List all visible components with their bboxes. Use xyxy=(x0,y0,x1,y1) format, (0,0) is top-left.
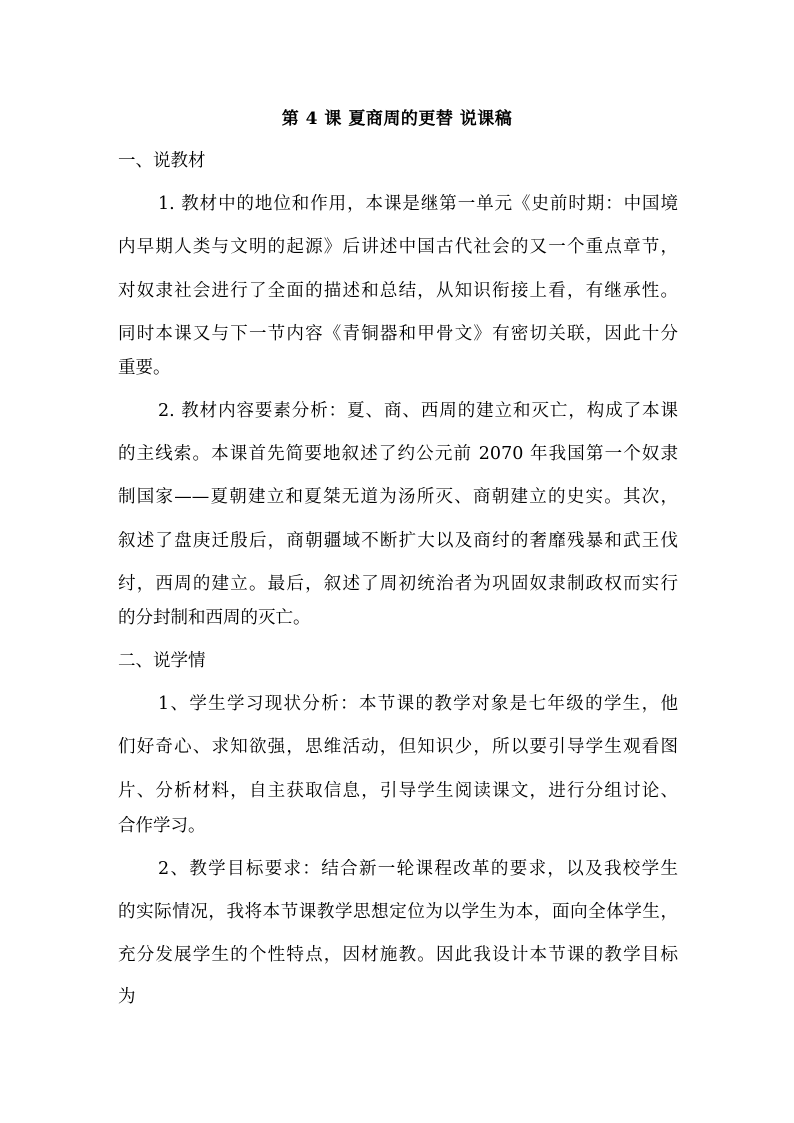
paragraph-line: 对奴隶社会进行了全面的描述和总结，从知识衔接上看，有继承性。 xyxy=(118,281,678,301)
section-heading-students: 二、说学情 xyxy=(118,651,206,671)
paragraph-line: 叙述了盘庚迁殷后，商朝疆域不断扩大以及商纣的奢靡残暴和武王伐 xyxy=(118,531,678,551)
paragraph-line: 们好奇心、求知欲强，思维活动，但知识少，所以要引导学生观看图 xyxy=(118,737,678,757)
paragraph-line: 的分封制和西周的灭亡。 xyxy=(118,608,311,628)
paragraph-line: 的实际情况，我将本节课教学思想定位为以学生为本，面向全体学生， xyxy=(118,902,678,922)
paragraph-line: 1. 教材中的地位和作用，本课是继第一单元《史前时期：中国境 xyxy=(158,194,678,214)
paragraph-line: 片、分析材料，自主获取信息，引导学生阅读课文，进行分组讨论、 xyxy=(118,781,678,801)
paragraph-line: 同时本课又与下一节内容《青铜器和甲骨文》有密切关联，因此十分 xyxy=(118,324,678,344)
paragraph-line: 的主线索。本课首先简要地叙述了约公元前 2070 年我国第一个奴隶 xyxy=(118,444,678,464)
paragraph-line: 纣，西周的建立。最后，叙述了周初统治者为巩固奴隶制政权而实行 xyxy=(118,574,678,594)
paragraph-line: 合作学习。 xyxy=(118,816,206,836)
paragraph-line: 1、学生学习现状分析：本节课的教学对象是七年级的学生，他 xyxy=(158,694,678,714)
paragraph-line: 2、教学目标要求：结合新一轮课程改革的要求，以及我校学生 xyxy=(158,859,678,879)
paragraph-line: 为 xyxy=(118,987,136,1007)
paragraph-line: 制国家——夏朝建立和夏桀无道为汤所灭、商朝建立的史实。其次， xyxy=(118,487,678,507)
paragraph-line: 2. 教材内容要素分析：夏、商、西周的建立和灭亡，构成了本课 xyxy=(158,401,678,421)
paragraph-line: 充分发展学生的个性特点，因材施教。因此我设计本节课的教学目标 xyxy=(118,945,678,965)
paragraph-line: 内早期人类与文明的起源》后讲述中国古代社会的又一个重点章节， xyxy=(118,237,678,257)
document-title: 第 4 课 夏商周的更替 说课稿 xyxy=(281,109,513,129)
paragraph-line: 重要。 xyxy=(118,358,171,378)
section-heading-textbook: 一、说教材 xyxy=(118,151,206,171)
